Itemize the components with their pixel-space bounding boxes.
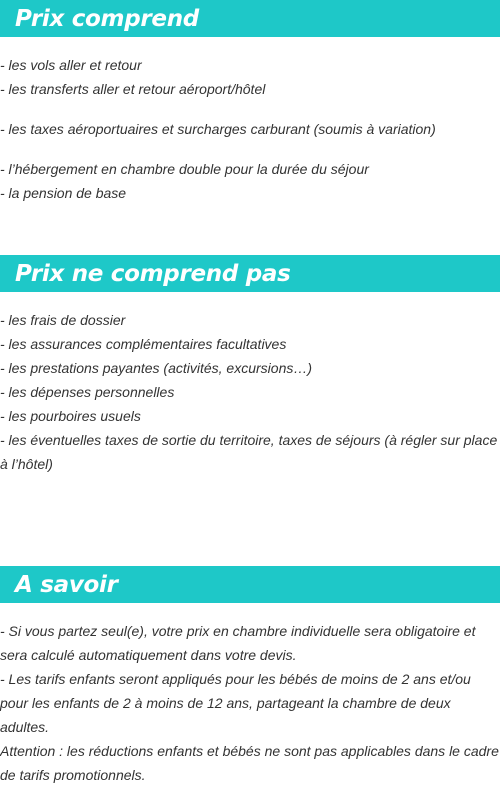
- excluded-list: [0, 308, 500, 476]
- list-item: - Si vous partez seul(e), votre prix en chambre individuelle sera obligatoire et sera calculé automatiquement dans votre devis.: [0, 623, 476, 663]
- section-title-info: A savoir: [15, 571, 118, 598]
- list-item: - les frais de dossier: [0, 312, 126, 328]
- list-item: - les dépenses personnelles: [0, 384, 175, 400]
- section-header-included: [0, 0, 500, 37]
- section-header-info: [0, 566, 500, 603]
- list-item: - l’hébergement en chambre double pour la durée du séjour: [0, 161, 369, 177]
- list-item: - les éventuelles taxes de sortie du territoire, taxes de séjours (à régler sur place à l’hôtel): [0, 432, 498, 472]
- list-item: - les prestations payantes (activités, excursions…): [0, 360, 313, 376]
- list-item: - Les tarifs enfants seront appliqués pour les bébés de moins de 2 ans et/ou pour les enfants de 2 à moins de 12 ans, partageant la chambre de deux adultes.: [0, 671, 471, 735]
- section-included: [0, 0, 500, 205]
- included-list: [0, 53, 500, 205]
- section-info: [0, 566, 500, 787]
- list-item: - les vols aller et retour: [0, 57, 142, 73]
- list-item: Attention : les réductions enfants et bébés ne sont pas applicables dans le cadre de tarifs promotionnels.: [0, 743, 499, 783]
- list-item: - les assurances complémentaires facultatives: [0, 336, 287, 352]
- list-item: - les pourboires usuels: [0, 408, 141, 424]
- list-item: - les taxes aéroportuaires et surcharges carburant (soumis à variation): [0, 121, 436, 137]
- info-list: [0, 619, 500, 787]
- section-excluded: [0, 255, 500, 476]
- section-title-excluded: Prix ne comprend pas: [15, 260, 291, 287]
- section-title-included: Prix comprend: [15, 5, 199, 32]
- list-item: - la pension de base: [0, 185, 127, 201]
- section-header-excluded: [0, 255, 500, 292]
- list-item: - les transferts aller et retour aéroport/hôtel: [0, 81, 266, 97]
